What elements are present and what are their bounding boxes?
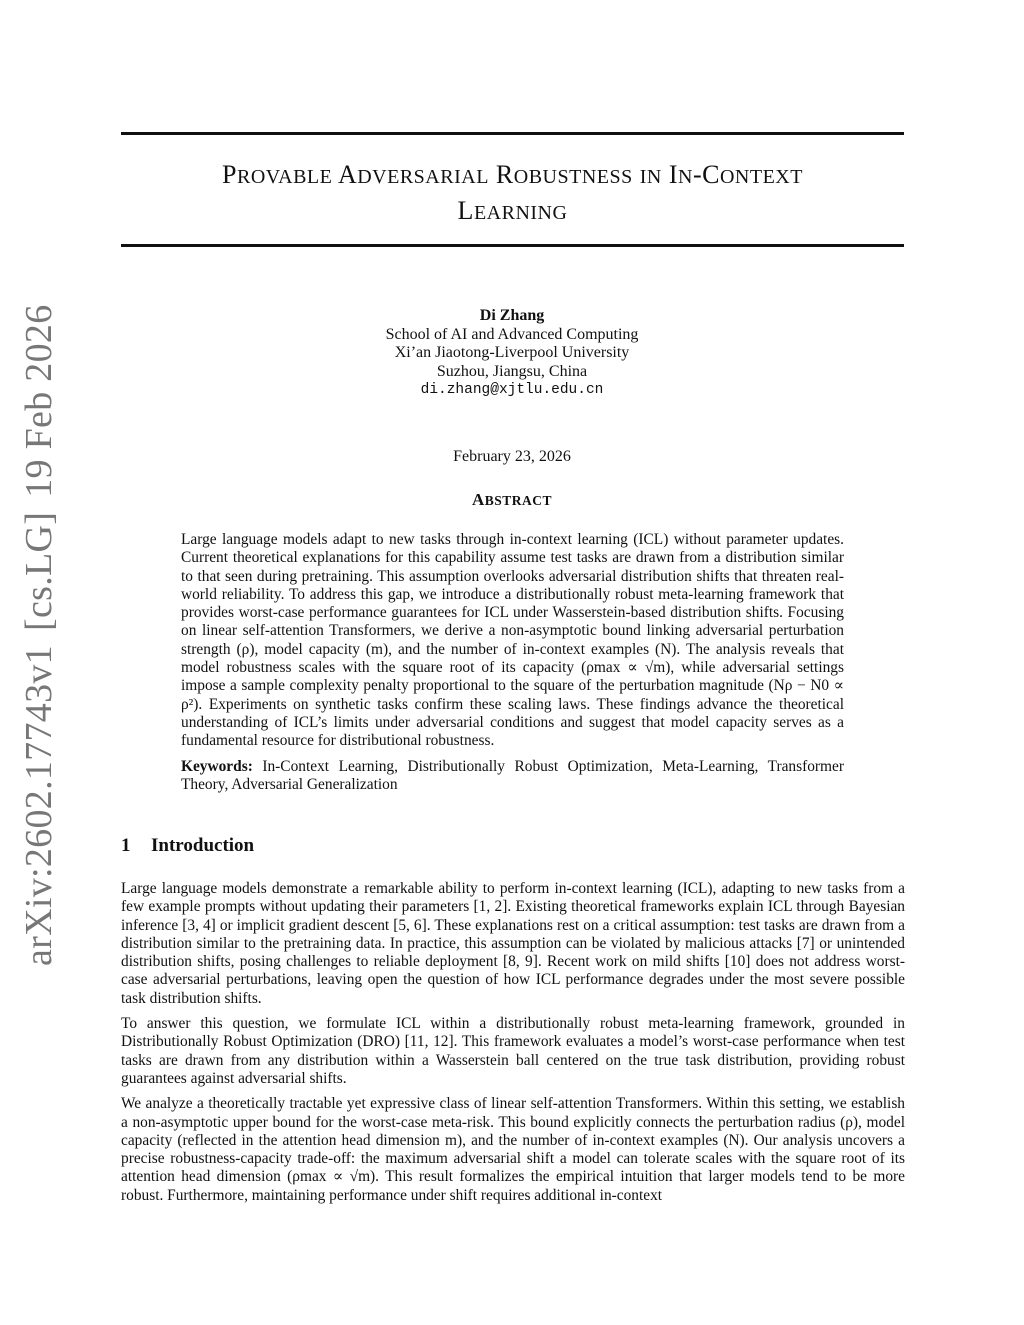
paragraph: We analyze a theoretically tractable yet expressive class of linear self-attention Transformers. Within this setting, we establish a non-asymptotic upper bound for the worst-case meta-risk. This bound explicitly connects the perturbation radius (ρ), model capacity (reflected in the attention head dimension m), and the number of in-context examples (N). Our analysis uncovers a precise robustness-capacity trade-off: the maximum adversarial shift a model can tolerate scales with the square root of its attention head dimension (ρmax ∝ √m). This result formalizes the empirical intuition that larger models tend to be more robust. Furthermore, maintaining performance under shift requires additional in-context	[121, 1095, 905, 1204]
author-block	[0, 307, 1024, 400]
section-number: 1	[121, 835, 131, 856]
author-affiliation: School of AI and Advanced Computing	[385, 325, 639, 343]
author-email[interactable]: di.zhang@xjtlu.edu.cn	[420, 382, 604, 398]
title-word: IN	[639, 166, 662, 188]
title-line-2: LEARNING	[457, 196, 568, 225]
title-word: ROBUSTNESS	[495, 160, 633, 189]
paper-date: February 23, 2026	[453, 448, 571, 465]
author-location: Suzhou, Jiangsu, China	[436, 362, 588, 380]
arxiv-category: [cs.LG]	[18, 511, 60, 632]
arxiv-id: arXiv:2602.17743v1	[18, 645, 60, 966]
keywords-text: In-Context Learning, Distributionally Robust Optimization, Meta-Learning, Transformer Theory, Adversarial Generalization	[181, 757, 844, 793]
title-line-1	[121, 158, 904, 194]
paper-title	[121, 158, 904, 230]
section-title: Introduction	[151, 835, 255, 856]
paragraph: To answer this question, we formulate ICL within a distributionally robust meta-learning framework, grounded in Distributionally Robust Optimization (DRO) [11, 12]. This framework evaluates a model’s worst-case performance when test tasks are drawn from any distribution within a Wasserstein ball centered on the true task distribution, providing robust guarantees against adversarial shifts.	[121, 1015, 905, 1087]
title-rule-bottom	[121, 244, 904, 247]
abstract-heading: ABSTRACT	[471, 490, 553, 509]
arxiv-sidebar-stamp	[17, 304, 61, 966]
abstract-text: Large language models adapt to new tasks through in-context learning (ICL) without parameter updates. Current theoretical explanations for this capability assume test tasks are drawn from a distribution similar to that seen during pretraining. This assumption overlooks adversarial distribution shifts that threaten real-world reliability. To address this gap, we introduce a distributionally robust meta-learning framework that provides worst-case performance guarantees for ICL under Wasserstein-based distribution shifts. Focusing on linear self-attention Transformers, we derive a non-asymptotic bound linking adversarial perturbation strength (ρ), model capacity (m), and the number of in-context examples (N). The analysis reveals that model robustness scales with the square root of its capacity (ρmax ∝ √m), while adversarial settings impose a sample complexity penalty proportional to the square of the perturbation magnitude (Nρ − N0 ∝ ρ²). Experiments on synthetic tasks confirm these scaling laws. These findings advance the theoretical understanding of ICL’s limits under adversarial conditions and suggest that model capacity serves as a fundamental resource for distributional robustness.	[181, 531, 844, 750]
paragraph: Large language models demonstrate a remarkable ability to perform in-context learning (ICL), adapting to new tasks from a few example prompts without updating their parameters [1, 2]. Existing theoretical frameworks explain ICL through Bayesian inference [3, 4] or implicit gradient descent [5, 6]. These explanations rest on a critical assumption: test tasks are drawn from a distribution similar to the pretraining data. In practice, this assumption can be violated by malicious attacks [7] or unintended distribution shifts, posing challenges to reliable deployment [8, 9]. Recent work on mild shifts [10] does not address worst-case adversarial perturbations, leaving open the question of how ICL performance degrades under the most severe possible task distribution shifts.	[121, 880, 905, 1007]
author-university: Xi’an Jiaotong-Liverpool University	[394, 344, 630, 361]
keywords-label: Keywords:	[181, 757, 253, 775]
title-word: PROVABLE	[222, 160, 333, 189]
section-body	[121, 880, 905, 1212]
title-word: IN-CONTEXT	[668, 160, 803, 189]
abstract	[181, 531, 844, 794]
author-name: Di Zhang	[479, 307, 545, 324]
keywords	[181, 758, 844, 795]
arxiv-date: 19 Feb 2026	[18, 304, 60, 498]
title-word: ADVERSARIAL	[337, 160, 489, 189]
section-heading	[121, 835, 254, 857]
title-rule-top	[121, 132, 904, 135]
